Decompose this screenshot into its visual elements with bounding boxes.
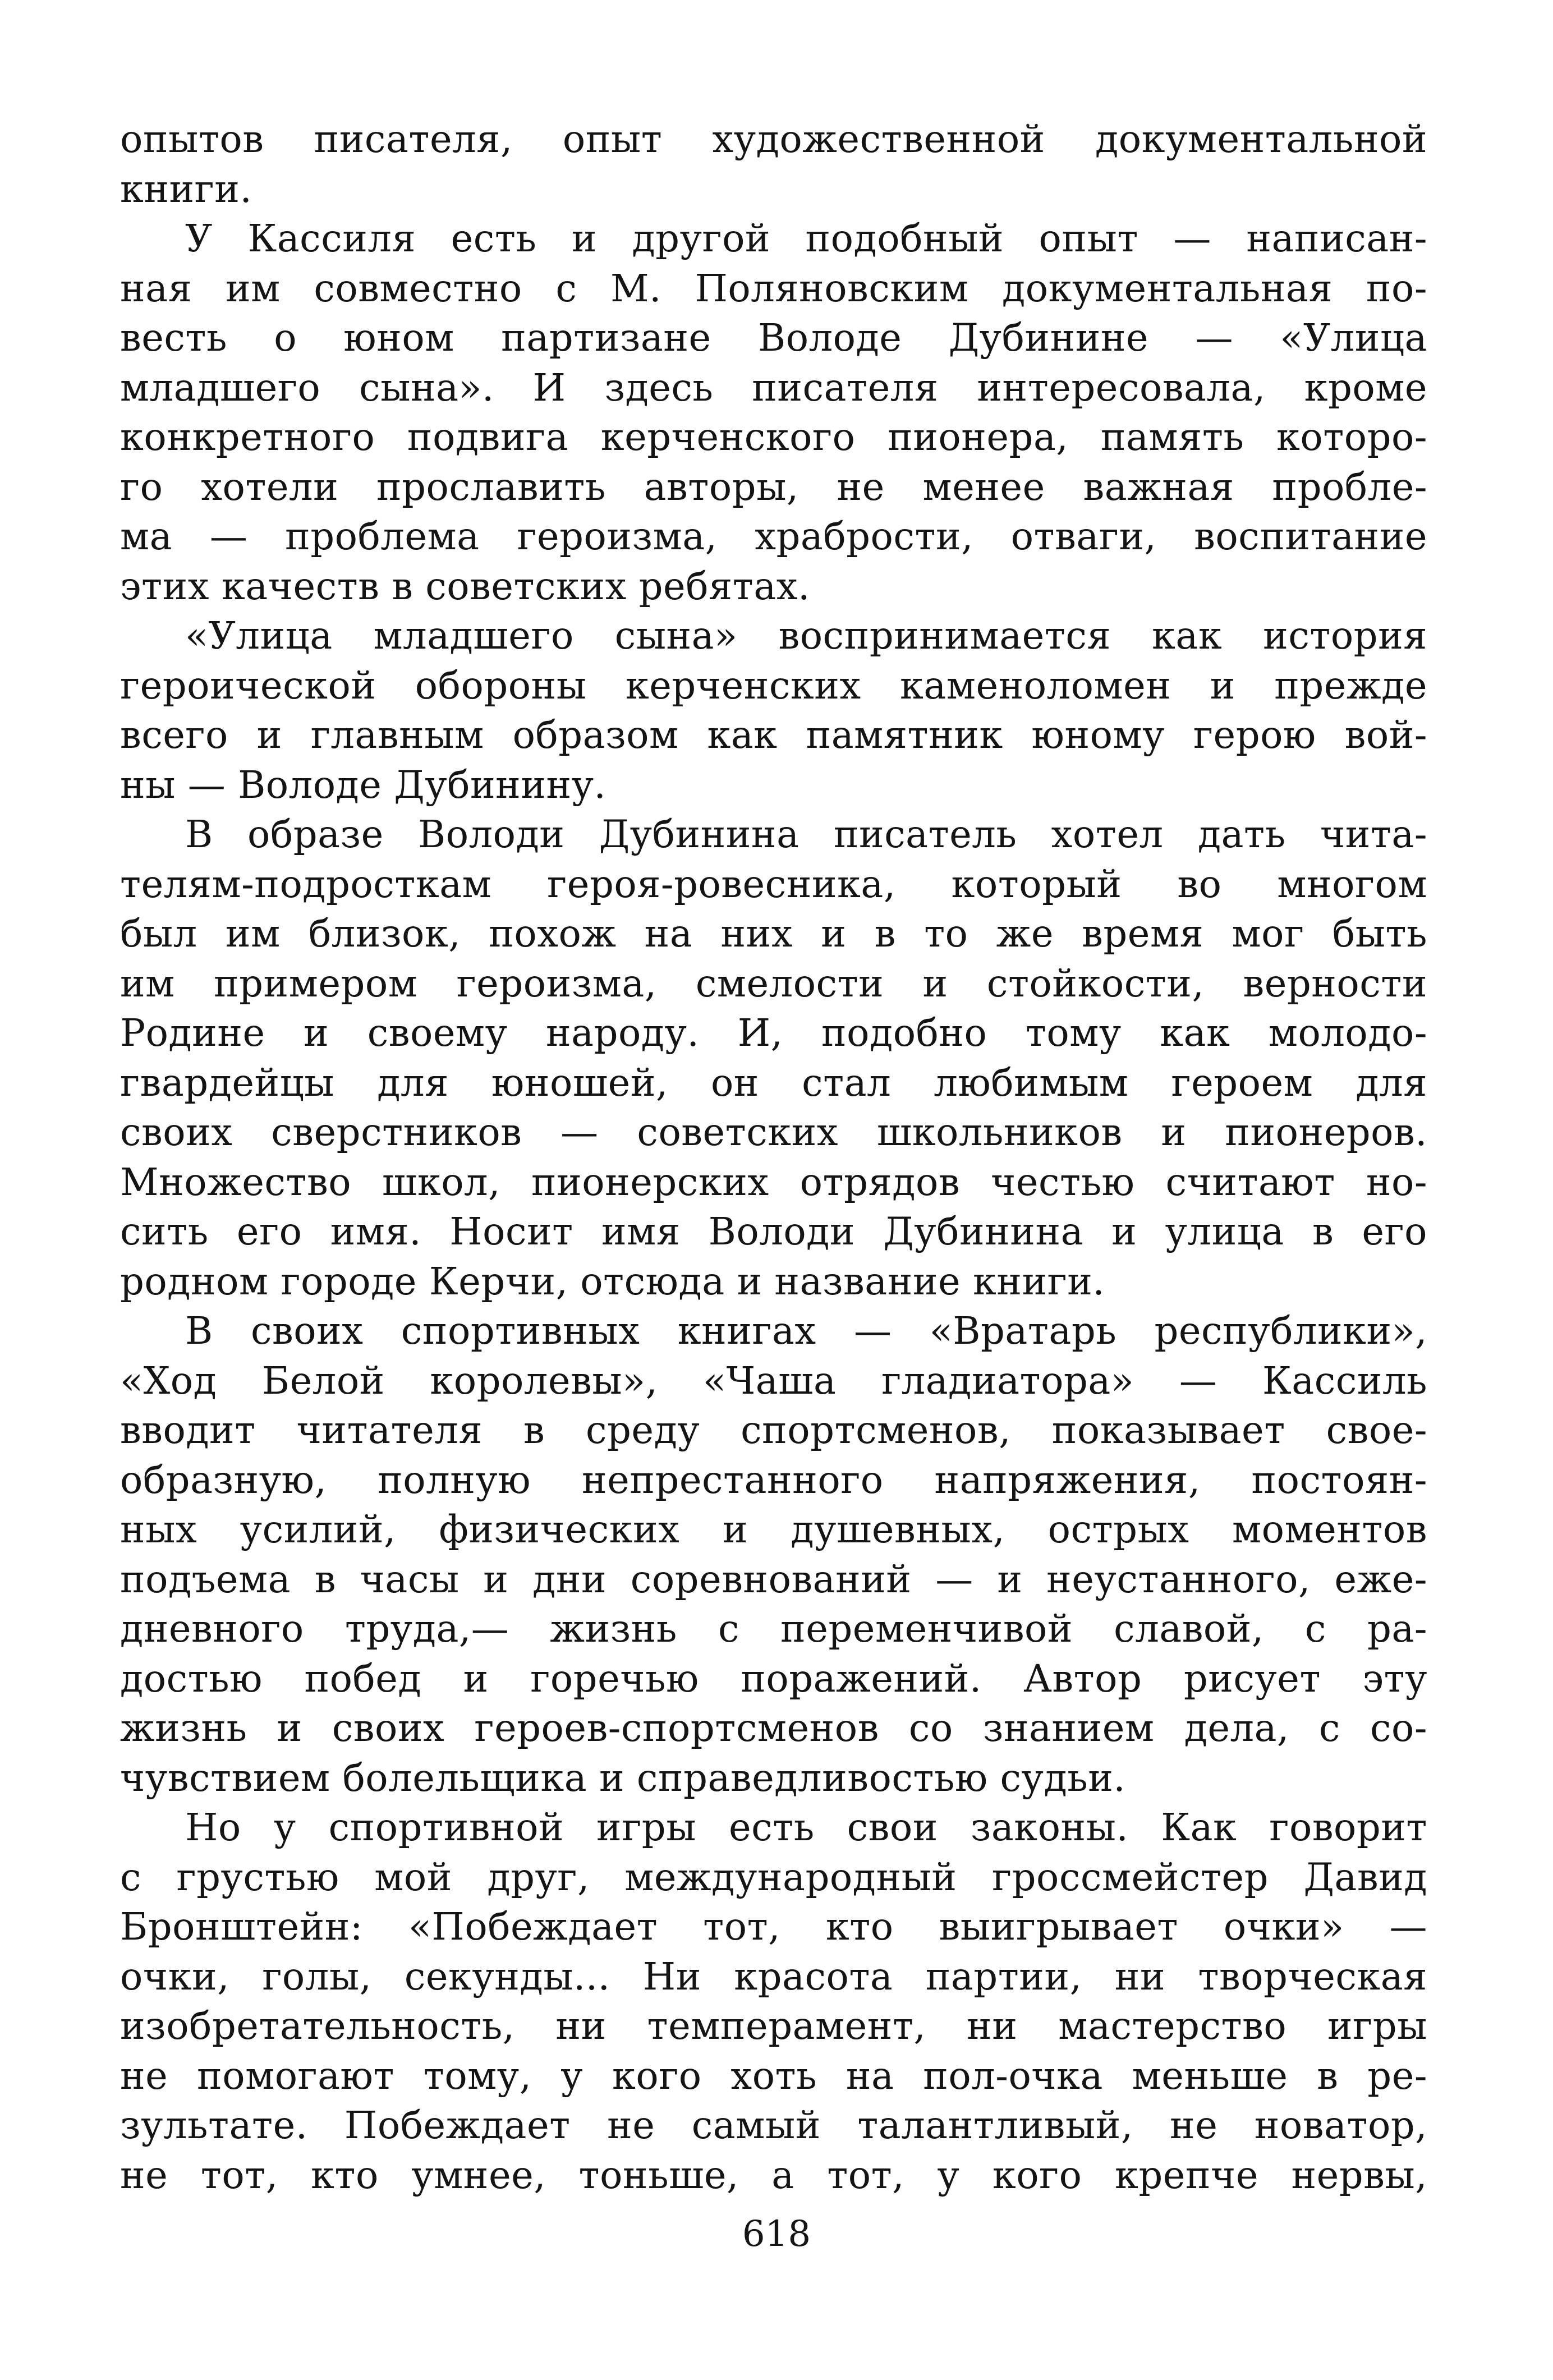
- text-line: не тот, кто умнее, тоньше, а тот, у кого крепче нервы,: [120, 2153, 1427, 2197]
- text-line: телям-подросткам героя-ровесника, который во многом: [120, 862, 1427, 906]
- body-text: [120, 114, 1427, 2200]
- text-line: Множество школ, пионерских отрядов честью считают но-: [120, 1160, 1427, 1204]
- text-line: сить его имя. Носит имя Володи Дубинина и улица в его: [120, 1210, 1427, 1253]
- text-line: ная им совместно с М. Поляновским документальная по-: [120, 266, 1427, 310]
- text-line: младшего сына». И здесь писателя интересовала, кроме: [120, 365, 1427, 410]
- text-line: с грустью мой друг, международный гроссмейстер Давид: [120, 1855, 1427, 1899]
- text-line: В образе Володи Дубинина писатель хотел дать чита-: [185, 812, 1427, 856]
- text-line: ма — проблема героизма, храбрости, отваги, воспитание: [120, 514, 1427, 558]
- text-line: образную, полную непрестанного напряжения, постоян-: [120, 1458, 1427, 1502]
- text-line: В своих спортивных книгах — «Вратарь республики»,: [185, 1309, 1427, 1353]
- text-line: «Улица младшего сына» воспринимается как история: [185, 614, 1427, 658]
- text-line: ны — Володе Дубинину.: [120, 762, 607, 807]
- text-line: изобретательность, ни темперамент, ни мастерство игры: [120, 2004, 1427, 2048]
- text-line: опытов писателя, опыт художественной документальной: [120, 117, 1427, 161]
- text-line: Бронштейн: «Побеждает тот, кто выигрывает очки» —: [120, 1905, 1427, 1949]
- page-number: 618: [742, 2213, 811, 2255]
- text-line: дневного труда,— жизнь с переменчивой славой, с ра-: [120, 1607, 1427, 1651]
- paragraph: [120, 611, 1427, 810]
- paragraph: [120, 214, 1427, 611]
- text-line: очки, голы, секунды... Ни красота партии, ни творческая: [120, 1954, 1427, 1998]
- text-line: достью побед и горечью поражений. Автор рисует эту: [120, 1656, 1427, 1701]
- text-line: не помогают тому, у кого хоть на пол-очка меньше в ре-: [120, 2053, 1427, 2098]
- paragraph: [120, 1803, 1427, 2200]
- paragraph: [120, 114, 1427, 214]
- text-line: чувствием болельщика и справедливостью судьи.: [120, 1756, 1126, 1800]
- text-line: этих качеств в советских ребятах.: [120, 564, 810, 608]
- text-line: книги.: [120, 167, 252, 211]
- text-line: жизнь и своих героев-спортсменов со знанием дела, с со-: [120, 1706, 1427, 1750]
- text-line: зультате. Побеждает не самый талантливый, не новатор,: [120, 2103, 1427, 2147]
- text-line: ных усилий, физических и душевных, острых моментов: [120, 1508, 1427, 1551]
- text-line: героической обороны керченских каменоломен и прежде: [120, 663, 1427, 707]
- text-line: У Кассиля есть и другой подобный опыт — написан-: [185, 217, 1427, 260]
- text-line: конкретного подвига керченского пионера, память которо-: [120, 415, 1427, 459]
- text-line: всего и главным образом как памятник юному герою вой-: [120, 713, 1427, 757]
- text-line: весть о юном партизане Володе Дубинине — «Улица: [120, 316, 1427, 360]
- text-line: «Ход Белой королевы», «Чаша гладиатора» — Кассиль: [120, 1358, 1427, 1403]
- text-line: им примером героизма, смелости и стойкости, верности: [120, 961, 1427, 1005]
- text-line: подъема в часы и дни соревнований — и неустанного, еже-: [120, 1557, 1427, 1601]
- text-line: своих сверстников — советских школьников и пионеров.: [120, 1110, 1427, 1154]
- paragraph: [120, 810, 1427, 1306]
- text-line: гвардейцы для юношей, он стал любимым героем для: [120, 1060, 1427, 1105]
- text-line: родном городе Керчи, отсюда и название книги.: [120, 1259, 1105, 1303]
- text-line: вводит читателя в среду спортсменов, показывает свое-: [120, 1408, 1427, 1452]
- paragraph: [120, 1306, 1427, 1803]
- text-line: был им близок, похож на них и в то же время мог быть: [120, 912, 1427, 955]
- text-line: го хотели прославить авторы, не менее важная пробле-: [120, 465, 1427, 509]
- text-line: Родине и своему народу. И, подобно тому как молодо-: [120, 1011, 1427, 1055]
- text-line: Но у спортивной игры есть свои законы. Как говорит: [185, 1805, 1427, 1849]
